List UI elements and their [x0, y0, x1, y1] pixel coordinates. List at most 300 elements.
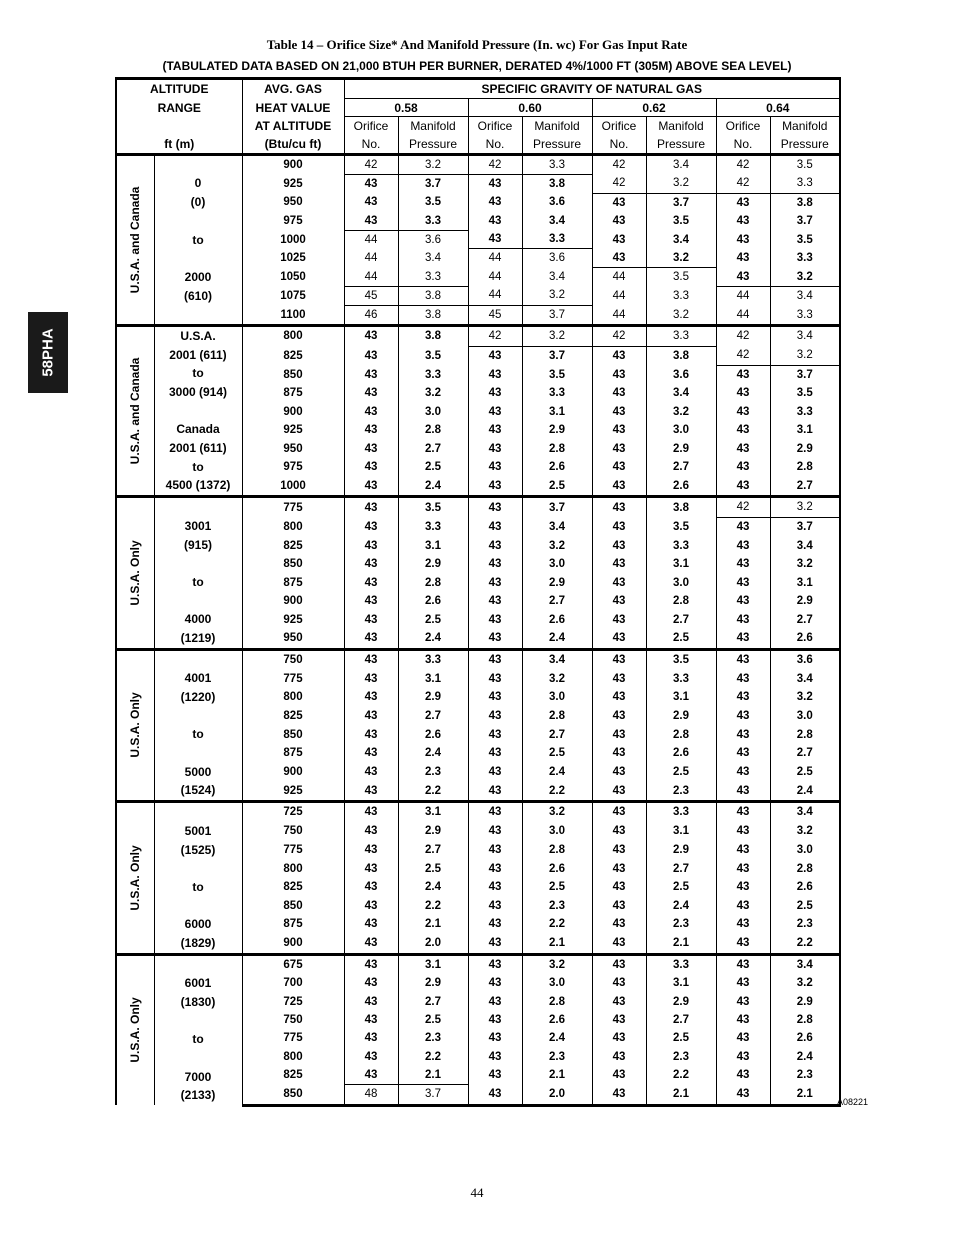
orifice-cell: 43	[468, 365, 522, 384]
orifice-cell: 43	[468, 859, 522, 878]
pressure-cell: 3.0	[770, 841, 840, 860]
pressure-cell: 3.5	[398, 497, 468, 518]
altitude-range-line: 4001	[184, 671, 212, 686]
altitude-range-line	[155, 707, 242, 726]
pressure-cell: 3.1	[398, 669, 468, 688]
orifice-cell: 43	[592, 763, 646, 782]
orifice-cell: 43	[468, 573, 522, 592]
orifice-cell: 43	[716, 212, 770, 231]
pressure-cell: 2.4	[398, 878, 468, 897]
heat-value-cell: 825	[242, 536, 344, 555]
pressure-cell: 3.3	[646, 536, 716, 555]
altitude-range-line: to	[192, 574, 204, 589]
pressure-cell: 3.3	[398, 649, 468, 669]
orifice-cell: 44	[468, 286, 522, 305]
pressure-cell: 3.3	[646, 954, 716, 974]
pressure-cell: 2.1	[522, 934, 592, 954]
orifice-cell: 43	[344, 555, 398, 574]
table-row	[116, 649, 840, 669]
orifice-cell: 43	[468, 802, 522, 822]
altitude-range-line: (1524)	[180, 783, 216, 798]
orifice-cell: 43	[344, 896, 398, 915]
pressure-cell: 2.7	[770, 610, 840, 629]
orifice-cell: 43	[468, 915, 522, 934]
heat-value-cell: 925	[242, 610, 344, 629]
pressure-cell: 2.2	[770, 934, 840, 954]
pressure-cell: 3.4	[770, 669, 840, 688]
pressure-cell: 3.6	[646, 365, 716, 384]
heat-value-cell: 825	[242, 707, 344, 726]
orifice-cell: 43	[716, 440, 770, 458]
altitude-range-line: 4000	[184, 612, 212, 627]
pressure-cell: 3.3	[522, 384, 592, 402]
orifice-cell: 43	[468, 458, 522, 476]
orifice-cell: 43	[468, 346, 522, 365]
pressure-cell: 3.4	[770, 954, 840, 974]
pressure-cell: 2.3	[522, 896, 592, 915]
orifice-cell: 43	[468, 649, 522, 669]
heat-value-cell: 925	[242, 781, 344, 801]
orifice-cell: 43	[592, 744, 646, 763]
orifice-cell: 43	[716, 193, 770, 212]
altitude-range-line: Canada	[176, 422, 220, 437]
orifice-header: Orifice	[716, 117, 770, 135]
pressure-cell: 2.4	[770, 1047, 840, 1065]
pressure-cell: 3.2	[522, 669, 592, 688]
pressure-cell: 2.7	[398, 841, 468, 860]
pressure-cell: 3.2	[646, 305, 716, 325]
pressure-cell: 2.9	[646, 440, 716, 458]
orifice-cell: 43	[468, 555, 522, 574]
orifice-cell: 43	[344, 174, 398, 193]
orifice-no-header: No.	[716, 135, 770, 154]
altitude-range-line: to	[192, 232, 204, 247]
orifice-cell: 43	[468, 954, 522, 974]
heat-value-cell: 825	[242, 346, 344, 365]
orifice-cell: 43	[716, 629, 770, 649]
pressure-cell: 2.9	[646, 992, 716, 1010]
pressure-cell: 2.7	[398, 440, 468, 458]
orifice-cell: 43	[592, 476, 646, 496]
orifice-cell: 43	[468, 476, 522, 496]
region-label	[116, 497, 154, 650]
orifice-cell: 43	[468, 725, 522, 744]
heat-value-cell: 850	[242, 1085, 344, 1106]
altitude-range-line	[155, 651, 242, 670]
orifice-cell: 43	[344, 193, 398, 212]
orifice-cell: 42	[468, 154, 522, 174]
orifice-cell: 43	[716, 610, 770, 629]
pressure-cell: 2.5	[522, 878, 592, 897]
altitude-range-line: 3000 (914)	[168, 385, 228, 399]
orifice-cell: 43	[716, 781, 770, 801]
pressure-cell: 3.6	[398, 230, 468, 249]
heat-value-cell: 800	[242, 325, 344, 346]
pressure-cell: 3.6	[522, 193, 592, 212]
orifice-cell: 45	[468, 305, 522, 325]
pressure-cell: 3.1	[398, 954, 468, 974]
orifice-cell: 43	[716, 421, 770, 439]
pressure-cell: 3.4	[770, 325, 840, 346]
pressure-cell: 3.8	[770, 193, 840, 212]
pressure-cell: 3.7	[398, 1085, 468, 1106]
orifice-cell: 43	[344, 688, 398, 707]
pressure-cell: 2.4	[398, 744, 468, 763]
pressure-cell: 3.4	[646, 230, 716, 249]
avg-gas-header-2: HEAT VALUE	[242, 98, 344, 117]
orifice-cell: 44	[344, 230, 398, 249]
heat-value-cell: 850	[242, 365, 344, 384]
orifice-cell: 43	[716, 878, 770, 897]
orifice-cell: 43	[344, 915, 398, 934]
pressure-cell: 3.7	[646, 193, 716, 212]
orifice-cell: 43	[468, 934, 522, 954]
orifice-cell: 43	[716, 763, 770, 782]
orifice-cell: 43	[716, 669, 770, 688]
pressure-cell: 2.4	[646, 896, 716, 915]
heat-value-cell: 775	[242, 1029, 344, 1047]
heat-value-cell: 750	[242, 822, 344, 841]
heat-value-cell: 1100	[242, 305, 344, 325]
altitude-range-line	[155, 554, 242, 573]
altitude-range-line: 6001	[184, 976, 212, 991]
pressure-cell: 2.3	[770, 915, 840, 934]
altitude-range-line	[155, 249, 242, 268]
pressure-cell: 2.2	[398, 896, 468, 915]
heat-value-cell: 950	[242, 440, 344, 458]
orifice-cell: 43	[592, 365, 646, 384]
orifice-cell: 43	[592, 193, 646, 212]
orifice-cell: 43	[344, 781, 398, 801]
orifice-cell: 43	[592, 822, 646, 841]
pressure-cell: 2.6	[398, 592, 468, 611]
orifice-cell: 43	[344, 802, 398, 822]
pressure-cell: 3.1	[522, 403, 592, 421]
heat-value-cell: 1050	[242, 267, 344, 286]
pressure-cell: 2.7	[646, 610, 716, 629]
pressure-cell: 3.7	[522, 305, 592, 325]
pressure-cell: 3.8	[646, 497, 716, 518]
orifice-cell: 43	[716, 365, 770, 384]
pressure-cell: 2.6	[770, 1029, 840, 1047]
pressure-cell: 2.3	[398, 763, 468, 782]
orifice-header: Orifice	[592, 117, 646, 135]
pressure-cell: 2.2	[398, 781, 468, 801]
pressure-cell: 2.1	[398, 915, 468, 934]
orifice-cell: 43	[716, 458, 770, 476]
orifice-cell: 43	[592, 421, 646, 439]
orifice-cell: 45	[344, 286, 398, 305]
altitude-range-cell	[154, 802, 242, 955]
region-label-text: U.S.A. Only	[128, 692, 143, 759]
orifice-cell: 43	[716, 476, 770, 496]
orifice-cell: 43	[468, 536, 522, 555]
pressure-cell: 2.6	[398, 725, 468, 744]
orifice-cell: 43	[716, 536, 770, 555]
orifice-cell: 42	[716, 154, 770, 174]
orifice-cell: 43	[344, 822, 398, 841]
pressure-cell: 3.3	[770, 403, 840, 421]
heat-value-cell: 950	[242, 193, 344, 212]
orifice-cell: 42	[344, 154, 398, 174]
pressure-cell: 3.3	[646, 802, 716, 822]
orifice-cell: 43	[592, 954, 646, 974]
pressure-cell: 2.1	[770, 1085, 840, 1106]
orifice-no-header: No.	[468, 135, 522, 154]
altitude-header-4: ft (m)	[116, 135, 242, 154]
region-label-text: U.S.A. Only	[128, 845, 143, 911]
orifice-cell: 43	[592, 649, 646, 669]
pressure-cell: 2.1	[522, 1066, 592, 1085]
table-body	[116, 79, 840, 1106]
heat-value-cell: 675	[242, 954, 344, 974]
orifice-cell: 43	[468, 517, 522, 536]
pressure-cell: 2.7	[770, 476, 840, 496]
orifice-cell: 43	[592, 915, 646, 934]
orifice-cell: 42	[468, 325, 522, 346]
document-code: A08221	[837, 1097, 869, 1107]
altitude-range-line: 2001 (611)	[169, 347, 227, 362]
altitude-range-line	[155, 897, 242, 916]
heat-value-cell: 875	[242, 573, 344, 592]
pressure-cell: 3.7	[770, 517, 840, 536]
orifice-cell: 43	[716, 592, 770, 611]
pressure-cell: 2.5	[770, 896, 840, 915]
orifice-cell: 43	[344, 517, 398, 536]
orifice-cell: 42	[592, 154, 646, 174]
pressure-cell: 3.2	[770, 974, 840, 992]
pressure-cell: 2.8	[646, 725, 716, 744]
heat-value-cell: 900	[242, 403, 344, 421]
orifice-cell: 43	[716, 249, 770, 268]
region-label-text: U.S.A. Only	[128, 540, 143, 606]
pressure-cell: 3.2	[770, 267, 840, 286]
pressure-cell: 3.7	[770, 365, 840, 384]
orifice-cell: 43	[716, 725, 770, 744]
heat-value-cell: 875	[242, 744, 344, 763]
orifice-cell: 43	[592, 1029, 646, 1047]
manifold-header: Manifold	[522, 117, 592, 135]
region-label	[116, 154, 154, 325]
altitude-range-line: (915)	[183, 537, 212, 552]
pressure-cell: 3.2	[398, 154, 468, 174]
orifice-cell: 43	[468, 230, 522, 249]
orifice-cell: 43	[468, 669, 522, 688]
region-label	[116, 802, 154, 955]
table-title: Table 14 – Orifice Size* And Manifold Pressure (In. wc) For Gas Input Rate	[266, 37, 688, 52]
gravity-060-header: 0.60	[468, 98, 592, 117]
orifice-cell: 43	[592, 629, 646, 649]
specific-gravity-header: SPECIFIC GRAVITY OF NATURAL GAS	[344, 79, 840, 99]
orifice-cell: 43	[716, 403, 770, 421]
heat-value-cell: 800	[242, 1047, 344, 1065]
heat-value-cell: 775	[242, 497, 344, 518]
orifice-cell: 43	[716, 954, 770, 974]
orifice-cell: 43	[468, 421, 522, 439]
pressure-cell: 2.5	[646, 878, 716, 897]
pressure-cell: 3.2	[398, 384, 468, 402]
orifice-cell: 43	[344, 440, 398, 458]
orifice-cell: 43	[592, 592, 646, 611]
pressure-cell: 3.7	[522, 346, 592, 365]
pressure-cell: 3.5	[646, 212, 716, 231]
avg-gas-header-3: AT ALTITUDE	[242, 117, 344, 135]
orifice-cell: 43	[592, 1047, 646, 1065]
region-label-text: U.S.A. and Canada	[128, 186, 143, 294]
heat-value-cell: 725	[242, 802, 344, 822]
orifice-cell: 43	[468, 1047, 522, 1065]
pressure-cell: 3.8	[522, 174, 592, 193]
orifice-cell: 48	[344, 1085, 398, 1106]
pressure-cell: 2.4	[398, 476, 468, 496]
pressure-cell: 3.4	[522, 517, 592, 536]
orifice-cell: 43	[344, 1066, 398, 1085]
table-row	[116, 954, 840, 974]
pressure-cell: 3.5	[770, 154, 840, 174]
orifice-cell: 43	[344, 841, 398, 860]
pressure-cell: 3.4	[522, 267, 592, 286]
orifice-cell: 44	[468, 249, 522, 268]
heat-value-cell: 700	[242, 974, 344, 992]
altitude-range-cell	[154, 497, 242, 650]
pressure-cell: 2.9	[646, 707, 716, 726]
orifice-cell: 43	[592, 403, 646, 421]
pressure-cell: 2.5	[398, 458, 468, 476]
orifice-cell: 43	[592, 859, 646, 878]
altitude-range-line: to	[192, 727, 204, 742]
orifice-cell: 43	[592, 974, 646, 992]
orifice-cell: 43	[468, 1066, 522, 1085]
altitude-range-line: 5001	[184, 823, 212, 838]
altitude-range-line: (1829)	[180, 935, 216, 950]
orifice-cell: 43	[592, 610, 646, 629]
orifice-cell: 43	[468, 193, 522, 212]
side-tab-label: 58PHA	[39, 328, 57, 377]
orifice-cell: 43	[344, 403, 398, 421]
region-label	[116, 325, 154, 496]
pressure-cell: 3.2	[522, 954, 592, 974]
pressure-cell: 2.6	[522, 859, 592, 878]
orifice-cell: 43	[592, 536, 646, 555]
orifice-cell: 43	[592, 992, 646, 1010]
orifice-cell: 43	[592, 688, 646, 707]
orifice-cell: 43	[468, 1029, 522, 1047]
orifice-cell: 43	[716, 859, 770, 878]
pressure-cell: 2.5	[398, 610, 468, 629]
pressure-cell: 2.6	[646, 476, 716, 496]
heat-value-cell: 975	[242, 212, 344, 231]
pressure-cell: 3.1	[770, 421, 840, 439]
altitude-range-line	[155, 305, 242, 324]
pressure-header: Pressure	[398, 135, 468, 154]
orifice-cell: 43	[592, 781, 646, 801]
altitude-range-line: to	[192, 459, 204, 474]
pressure-cell: 2.7	[522, 725, 592, 744]
orifice-cell: 44	[592, 286, 646, 305]
pressure-cell: 3.7	[398, 174, 468, 193]
orifice-cell: 42	[716, 497, 770, 518]
orifice-cell: 43	[344, 212, 398, 231]
table-row	[116, 802, 840, 822]
orifice-cell: 43	[468, 212, 522, 231]
heat-value-cell: 900	[242, 934, 344, 954]
heat-value-cell: 725	[242, 992, 344, 1010]
pressure-cell: 2.6	[522, 1011, 592, 1029]
pressure-cell: 2.1	[646, 934, 716, 954]
pressure-cell: 3.2	[522, 325, 592, 346]
pressure-cell: 3.0	[522, 974, 592, 992]
pressure-cell: 3.3	[398, 212, 468, 231]
orifice-cell: 43	[344, 346, 398, 365]
orifice-cell: 43	[716, 896, 770, 915]
pressure-cell: 2.7	[646, 1011, 716, 1029]
orifice-cell: 43	[716, 992, 770, 1010]
altitude-range-line	[155, 402, 242, 421]
orifice-cell: 43	[716, 744, 770, 763]
pressure-cell: 3.8	[398, 286, 468, 305]
pressure-cell: 3.4	[646, 154, 716, 174]
heat-value-cell: 950	[242, 629, 344, 649]
orifice-cell: 43	[344, 610, 398, 629]
pressure-cell: 3.2	[646, 249, 716, 268]
pressure-cell: 3.5	[770, 230, 840, 249]
heat-value-cell: 1025	[242, 249, 344, 268]
heat-value-cell: 825	[242, 1066, 344, 1085]
pressure-cell: 2.8	[522, 707, 592, 726]
orifice-cell: 43	[344, 592, 398, 611]
altitude-range-line	[155, 956, 242, 975]
orifice-cell: 43	[468, 497, 522, 518]
side-tab	[28, 312, 68, 393]
heat-value-cell: 1075	[242, 286, 344, 305]
heat-value-cell: 850	[242, 725, 344, 744]
orifice-cell: 43	[468, 1085, 522, 1106]
altitude-range-line: (1219)	[180, 630, 216, 645]
altitude-range-cell	[154, 954, 242, 1105]
orifice-cell: 43	[716, 230, 770, 249]
orifice-cell: 43	[344, 1047, 398, 1065]
altitude-range-line	[155, 592, 242, 611]
pressure-cell: 2.9	[398, 688, 468, 707]
pressure-cell: 3.4	[646, 384, 716, 402]
pressure-cell: 3.3	[770, 249, 840, 268]
region-label	[116, 954, 154, 1105]
pressure-cell: 2.5	[646, 1029, 716, 1047]
orifice-cell: 43	[592, 1085, 646, 1106]
altitude-range-cell	[154, 649, 242, 802]
orifice-cell: 43	[592, 517, 646, 536]
pressure-cell: 3.0	[646, 573, 716, 592]
orifice-cell: 43	[468, 174, 522, 193]
pressure-cell: 2.2	[646, 1066, 716, 1085]
pressure-cell: 3.4	[770, 536, 840, 555]
orifice-cell: 43	[468, 781, 522, 801]
heat-value-cell: 775	[242, 841, 344, 860]
altitude-range-line	[155, 156, 242, 175]
pressure-cell: 2.9	[398, 822, 468, 841]
pressure-cell: 2.8	[398, 421, 468, 439]
pressure-cell: 3.5	[522, 365, 592, 384]
orifice-cell: 43	[344, 365, 398, 384]
orifice-cell: 42	[716, 325, 770, 346]
manifold-header: Manifold	[646, 117, 716, 135]
altitude-range-line	[155, 212, 242, 231]
pressure-cell: 3.0	[646, 421, 716, 439]
pressure-cell: 2.8	[522, 440, 592, 458]
pressure-cell: 2.3	[646, 781, 716, 801]
pressure-cell: 3.8	[398, 305, 468, 325]
orifice-cell: 43	[716, 688, 770, 707]
